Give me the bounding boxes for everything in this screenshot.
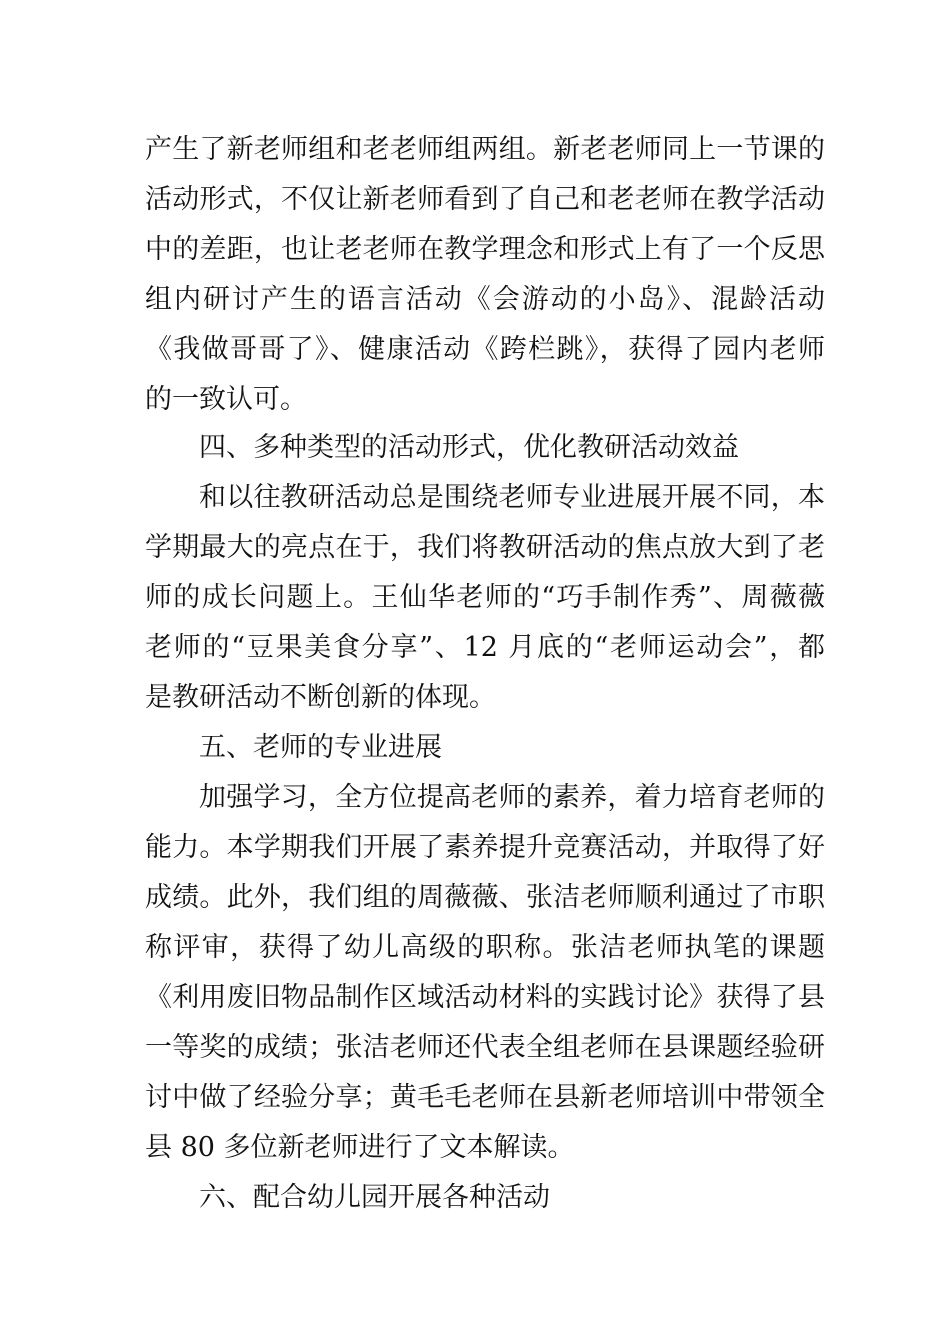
paragraph-line: 《我做哥哥了》、健康活动《跨栏跳》，获得了园内老师: [145, 334, 825, 365]
paragraph-line: 讨中做了经验分享；黄毛毛老师在县新老师培训中带领全: [145, 1082, 825, 1113]
paragraph-line: 称评审，获得了幼儿高级的职称。张洁老师执笔的课题: [145, 932, 825, 963]
section-heading: 五、老师的专业进展: [199, 732, 442, 763]
paragraph-line: 一等奖的成绩；张洁老师还代表全组老师在县课题经验研: [145, 1032, 825, 1063]
paragraph-line: 《利用废旧物品制作区域活动材料的实践讨论》获得了县: [145, 982, 825, 1013]
paragraph-line: 县 80 多位新老师进行了文本解读。: [145, 1132, 575, 1163]
paragraph-line: 老师的“豆果美食分享”、12 月底的“老师运动会”，都: [145, 632, 825, 663]
paragraph-line: 的一致认可。: [145, 384, 307, 415]
paragraph-line: 加强学习，全方位提高老师的素养，着力培育老师的: [199, 782, 825, 813]
section-heading: 四、多种类型的活动形式，优化教研活动效益: [199, 432, 739, 463]
paragraph-line: 是教研活动不断创新的体现。: [145, 682, 496, 713]
paragraph-line: 和以往教研活动总是围绕老师专业进展开展不同，本: [199, 482, 825, 513]
paragraph-line: 中的差距，也让老老师在教学理念和形式上有了一个反思: [145, 234, 825, 265]
paragraph-line: 产生了新老师组和老老师组两组。新老老师同上一节课的: [145, 134, 825, 165]
paragraph-line: 能力。本学期我们开展了素养提升竞赛活动，并取得了好: [145, 832, 825, 863]
section-heading: 六、配合幼儿园开展各种活动: [199, 1182, 550, 1213]
paragraph-line: 活动形式，不仅让新老师看到了自己和老老师在教学活动: [145, 184, 825, 215]
paragraph-line: 学期最大的亮点在于，我们将教研活动的焦点放大到了老: [145, 532, 825, 563]
paragraph-line: 组内研讨产生的语言活动《会游动的小岛》、混龄活动: [145, 284, 825, 315]
paragraph-line: 成绩。此外，我们组的周薇薇、张洁老师顺利通过了市职: [145, 882, 825, 913]
paragraph-line: 师的成长问题上。王仙华老师的“巧手制作秀”、周薇薇: [145, 582, 825, 613]
